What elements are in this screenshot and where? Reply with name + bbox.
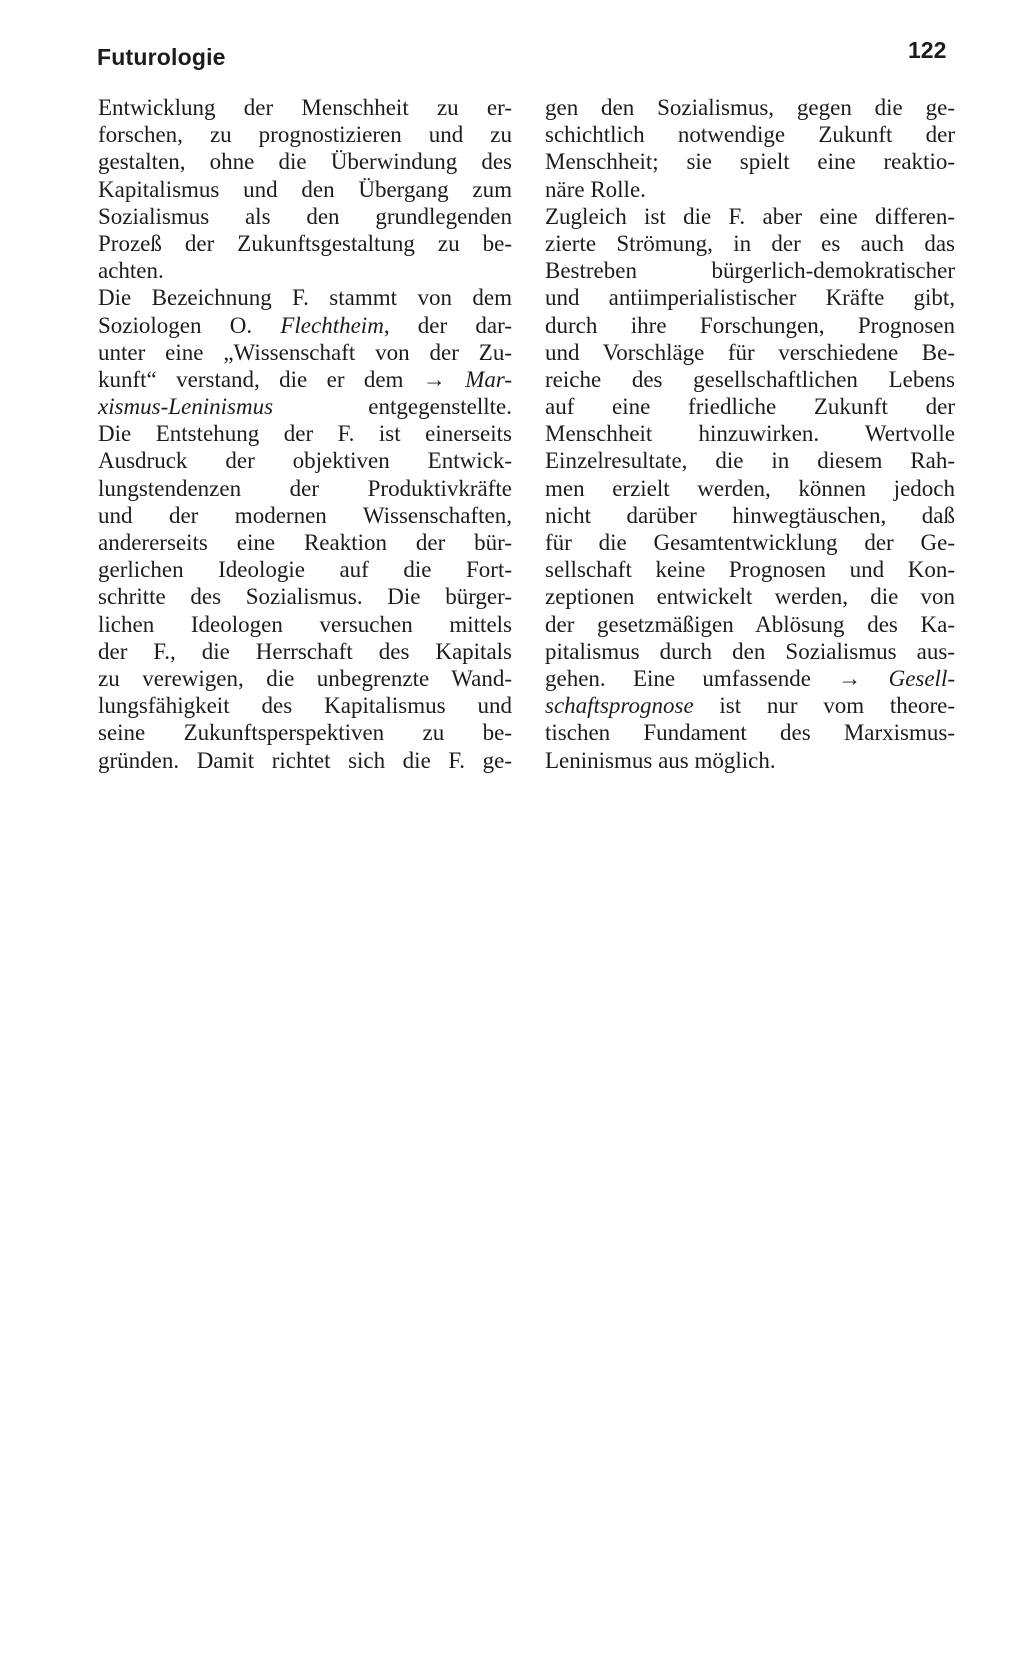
left-column [98, 94, 512, 774]
text-line: tischen Fundament des Marxismus- [545, 720, 955, 746]
text-line: gen den Sozialismus, gegen die ge- [545, 95, 955, 120]
text-line: Die Entstehung der F. ist einerseits [98, 421, 512, 447]
emphasis: schaftsprognose [545, 693, 694, 719]
cross-reference-line: xismus-Leninismus entgegenstellte. [98, 394, 512, 420]
text-line: achten. [98, 258, 164, 284]
text-line: durch ihre Forschungen, Prognosen [545, 312, 955, 338]
text-line: auf eine friedliche Zukunft der [545, 394, 955, 420]
text-line: gestalten, ohne die Überwindung des [98, 149, 512, 175]
text-line: Kapitalismus und den Übergang zum [98, 176, 512, 202]
text-line: Prozeß der Zukunftsgestaltung zu be- [98, 230, 512, 256]
text-line: unter eine „Wissenschaft von der Zu- [98, 339, 512, 365]
right-column [545, 94, 955, 774]
page-number: 122 [908, 37, 947, 63]
emphasis: Flechtheim [280, 312, 384, 338]
cross-reference-line: schaftsprognose ist nur vom theore- [545, 693, 955, 719]
text-line: schritte des Sozialismus. Die bürger- [98, 584, 512, 610]
text-line: forschen, zu prognostizieren und zu [98, 122, 512, 148]
running-head-title: Futurologie [97, 44, 226, 70]
cross-reference-line: gehen. Eine umfassende → Gesell- [545, 665, 955, 691]
text-line: lungstendenzen der Produktivkräfte [98, 475, 512, 501]
text-line: der gesetzmäßigen Ablösung des Ka- [545, 611, 955, 637]
text-line: Menschheit hinzuwirken. Wertvolle [545, 421, 955, 447]
text-line: Entwicklung der Menschheit zu er- [98, 95, 512, 120]
text-line: pitalismus durch den Sozialismus aus- [545, 638, 955, 664]
text-line: zierte Strömung, in der es auch das [545, 230, 955, 256]
emphasis: xismus-Leninismus [98, 394, 274, 420]
text-line: lungsfähigkeit des Kapitalismus und [98, 693, 512, 719]
text-line: reiche des gesellschaftlichen Lebens [545, 366, 955, 392]
text-line: zeptionen entwickelt werden, die von [545, 584, 955, 610]
emphasis: Gesell- [888, 665, 955, 691]
text-line: und der modernen Wissenschaften, [98, 502, 512, 528]
text-line: sellschaft keine Prognosen und Kon- [545, 557, 955, 583]
text-line: gründen. Damit richtet sich die F. ge- [98, 747, 512, 773]
text-line: Bestreben bürgerlich-demokratischer [545, 258, 955, 284]
text-line: Menschheit; sie spielt eine reaktio- [545, 149, 955, 175]
text-line: und antiimperialistischer Kräfte gibt, [545, 285, 955, 311]
text-line: gerlichen Ideologie auf die Fort- [98, 557, 512, 583]
text-line: Einzelresultate, die in diesem Rah- [545, 448, 955, 474]
text-line: schichtlich notwendige Zukunft der [545, 122, 955, 148]
text-line: der F., die Herrschaft des Kapitals [98, 638, 512, 664]
text-line: Leninismus aus möglich. [545, 747, 776, 773]
text-line: lichen Ideologen versuchen mittels [98, 611, 512, 637]
cross-reference-line: kunft“ verstand, die er dem → Mar- [98, 366, 512, 392]
text-line-flechtheim: Soziologen O. Flechtheim, der dar- [98, 312, 512, 338]
text-line: für die Gesamtentwicklung der Ge- [545, 530, 955, 555]
text-line: andererseits eine Reaktion der bür- [98, 530, 512, 555]
text-line: Sozialismus als den grundlegenden [98, 203, 512, 229]
text-line: und Vorschläge für verschiedene Be- [545, 339, 955, 365]
text-line: nicht darüber hinwegtäuschen, daß [545, 502, 955, 528]
text-line: Zugleich ist die F. aber eine differen- [545, 203, 955, 229]
text-line: zu verewigen, die unbegrenzte Wand- [98, 665, 512, 691]
text-line: näre Rolle. [545, 176, 646, 202]
emphasis: Mar- [465, 366, 512, 392]
text-line: Ausdruck der objektiven Entwick- [98, 448, 512, 474]
text-line: Die Bezeichnung F. stammt von dem [98, 285, 512, 311]
text-line: men erzielt werden, können jedoch [545, 475, 955, 501]
text-line: seine Zukunftsperspektiven zu be- [98, 720, 512, 746]
